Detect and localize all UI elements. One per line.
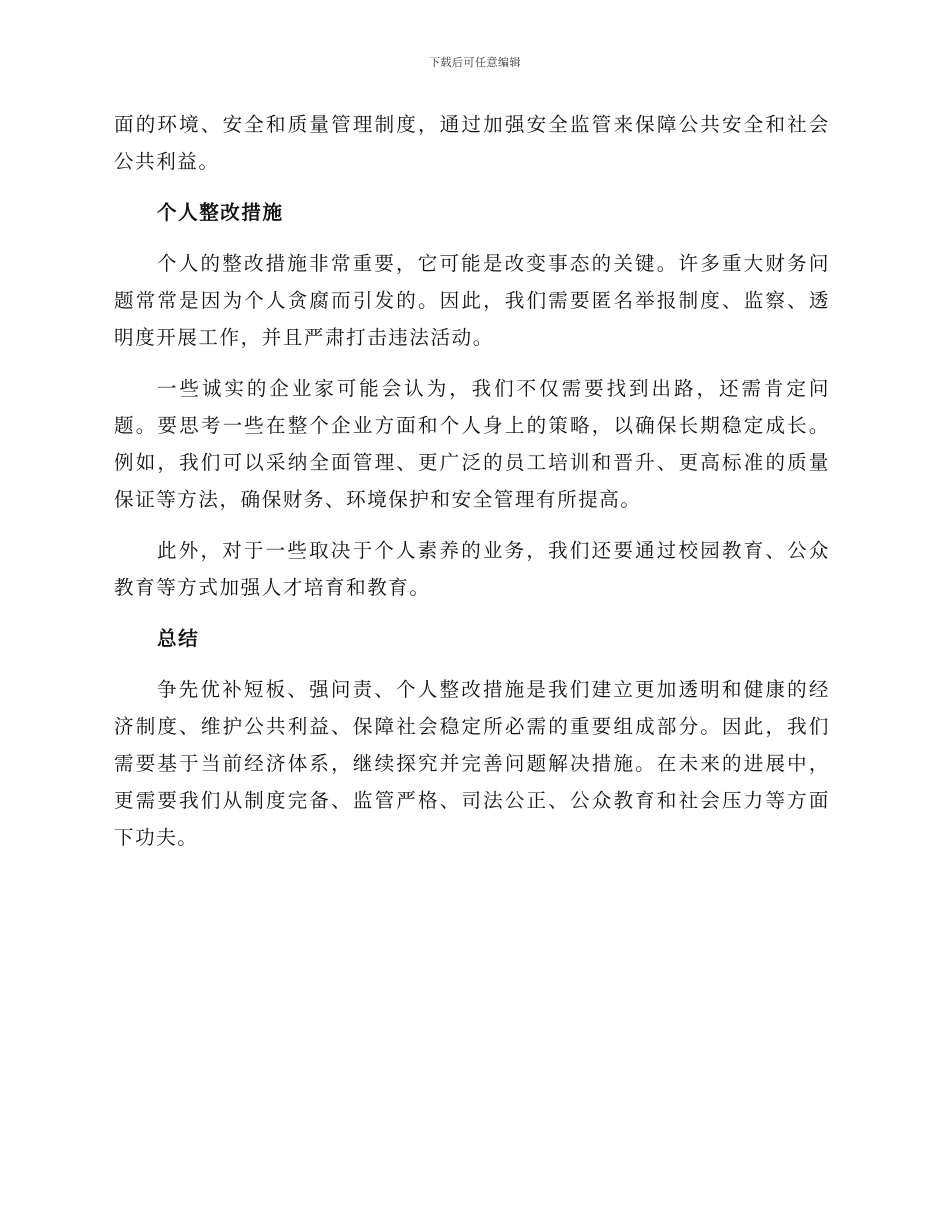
paragraph: 个人的整改措施非常重要，它可能是改变事态的关键。许多重大财务问题常常是因为个人贪腐而引发的。因此，我们需要匿名举报制度、监察、透明度开展工作，并且严肃打击违法活动。 xyxy=(114,252,830,349)
section-heading-summary: 总结 xyxy=(157,627,200,650)
section-heading-personal-rectification: 个人整改措施 xyxy=(157,201,284,224)
document-body xyxy=(114,106,830,856)
paragraph: 此外，对于一些取决于个人素养的业务，我们还要通过校园教育、公众教育等方式加强人才培育和教育。 xyxy=(114,539,830,599)
page-header: 下载后可任意编辑 xyxy=(429,56,521,69)
paragraph: 争先优补短板、强问责、个人整改措施是我们建立更加透明和健康的经济制度、维护公共利益、保障社会稳定所必需的重要组成部分。因此，我们需要基于当前经济体系，继续探究并完善问题解决措施。在未来的进展中，更需要我们从制度完备、监管严格、司法公正、公众教育和社会压力等方面下功夫。 xyxy=(114,678,830,849)
paragraph: 一些诚实的企业家可能会认为，我们不仅需要找到出路，还需肯定问题。要思考一些在整个企业方面和个人身上的策略，以确保长期稳定成长。例如，我们可以采纳全面管理、更广泛的员工培训和晋升、更高标准的质量保证等方法，确保财务、环境保护和安全管理有所提高。 xyxy=(114,377,830,511)
paragraph-continued: 面的环境、安全和质量管理制度，通过加强安全监管来保障公共安全和社会公共利益。 xyxy=(114,113,830,173)
